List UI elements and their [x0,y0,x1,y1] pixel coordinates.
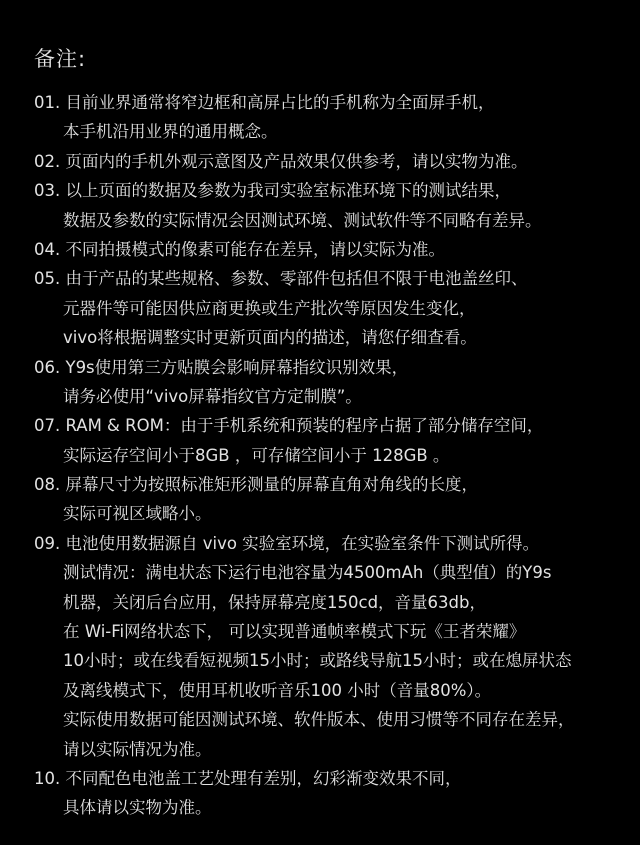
note-line-continuation: 10小时；或在线看短视频15小时；或路线导航15小时；或在熄屏状态 [63,651,572,671]
note-item [34,764,634,823]
note-line-first: 06. Y9s使用第三方贴膜会影响屏幕指纹识别效果， [34,357,409,377]
note-line-continuation: 数据及参数的实际情况会因测试环境、测试软件等不同略有差异。 [63,210,542,230]
note-item [34,529,634,764]
note-item [34,147,634,176]
note-item [34,88,634,147]
note-line-first: 03. 以上页面的数据及参数为我司实验室标准环境下的测试结果， [34,181,511,201]
note-item [34,470,634,529]
note-item [34,235,634,264]
note-line-first: 09. 电池使用数据源自 vivo 实验室环境，在实验室条件下测试所得。 [34,533,540,553]
notes-list [34,88,634,823]
note-line-continuation: 实际可视区域略小。 [63,504,212,524]
note-line-continuation: 请务必使用“vivo屏幕指纹官方定制膜”。 [63,386,362,406]
page-title: 备注: [34,47,87,71]
note-item [34,264,634,352]
note-line-continuation: 机器，关闭后台应用，保持屏幕亮度150cd，音量63db， [63,592,486,612]
note-line-continuation: 在 Wi-Fi网络状态下， 可以实现普通帧率模式下玩《王者荣耀》 [63,622,526,642]
note-item [34,176,634,235]
note-line-continuation: 元器件等可能因供应商更换或生产批次等原因发生变化， [63,298,476,318]
note-line-first: 05. 由于产品的某些规格、参数、零部件包括但不限于电池盖丝印、 [34,269,528,289]
note-item [34,411,634,470]
note-line-continuation: 测试情况：满电状态下运行电池容量为4500mAh（典型值）的Y9s [63,563,552,583]
note-line-first: 08. 屏幕尺寸为按照标准矩形测量的屏幕直角对角线的长度， [34,475,478,495]
note-line-continuation: 实际运存空间小于8GB ，可存储空间小于 128GB 。 [63,445,450,465]
note-line-first: 10. 不同配色电池盖工艺处理有差别，幻彩渐变效果不同， [34,768,462,788]
note-line-continuation: vivo将根据调整实时更新页面内的描述，请您仔细查看。 [63,328,477,348]
note-line-first: 01. 目前业界通常将窄边框和高屏占比的手机称为全面屏手机， [34,93,495,112]
note-line-first: 04. 不同拍摄模式的像素可能存在差异，请以实际为准。 [34,239,445,259]
note-line-continuation: 请以实际情况为准。 [63,739,212,759]
note-line-first: 07. RAM & ROM：由于手机系统和预装的程序占据了部分储存空间， [34,416,544,436]
note-line-continuation: 及离线模式下，使用耳机收听音乐100 小时（音量80%）。 [63,680,492,700]
note-line-continuation: 具体请以实物为准。 [63,798,212,818]
note-line-continuation: 本手机沿用业界的通用概念。 [63,122,278,142]
note-item [34,353,634,412]
note-line-continuation: 实际使用数据可能因测试环境、软件版本、使用习惯等不同存在差异， [63,710,575,730]
note-line-first: 02. 页面内的手机外观示意图及产品效果仅供参考，请以实物为准。 [34,151,528,171]
